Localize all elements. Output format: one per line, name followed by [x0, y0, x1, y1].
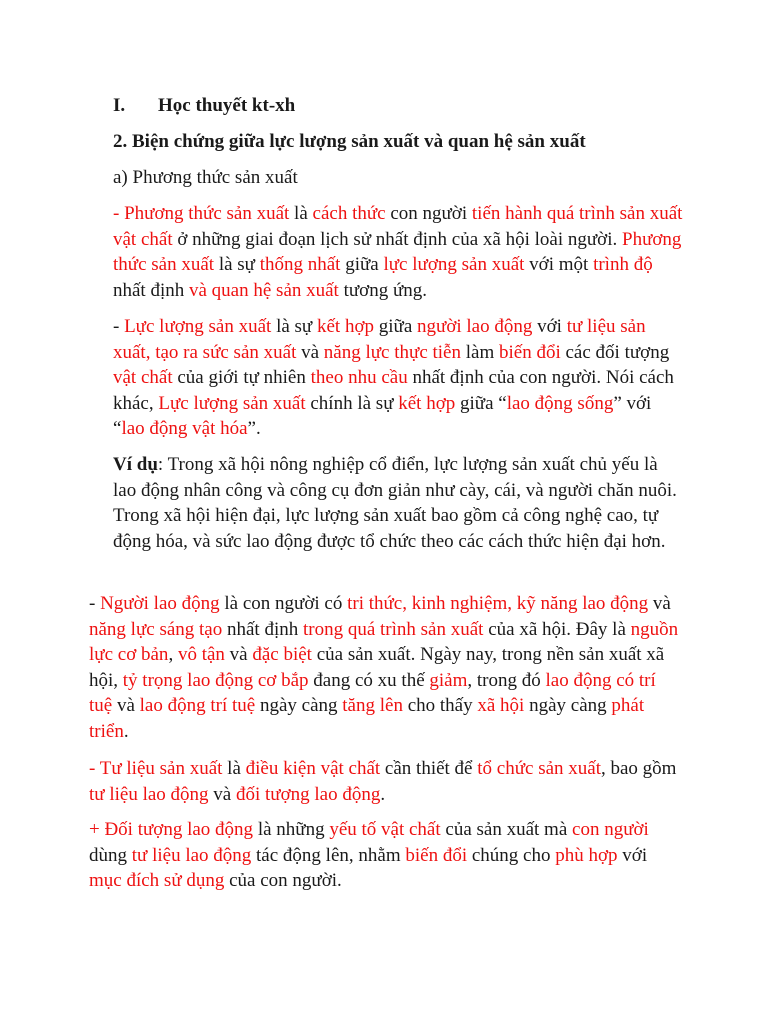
text-segment: cho thấy	[402, 695, 478, 716]
highlighted-term: phát triển	[89, 695, 645, 742]
highlighted-term: biến đổi	[499, 341, 561, 363]
text-segment: nhất định của con người. Nói cách khác,	[113, 367, 674, 414]
section-number: I.	[113, 95, 126, 116]
text-segment: là những	[253, 819, 330, 840]
text-segment: tương ứng.	[338, 279, 428, 301]
bold-label: Ví dụ	[113, 454, 158, 475]
paragraph-productive-forces	[113, 314, 683, 442]
highlighted-term: kết hợp	[398, 392, 456, 414]
text-segment: ngày càng	[524, 695, 612, 716]
highlighted-term: biến đổi	[405, 844, 468, 866]
text-segment: giữa “	[455, 392, 507, 414]
highlighted-term: tỷ trọng lao động cơ bắp	[122, 669, 309, 691]
highlighted-term: tiến hành quá trình sản xuất vật chất	[113, 203, 683, 250]
highlighted-term: vô tận	[177, 644, 225, 665]
paragraph-means-of-production	[89, 756, 683, 807]
highlighted-term: tổ chức sản xuất	[477, 758, 601, 779]
text-segment: của xã hội. Đây là	[483, 618, 631, 640]
highlighted-term: - Tư liệu sản xuất	[89, 758, 223, 779]
section-title: Học thuyết kt-xh	[158, 95, 296, 116]
text-segment: .	[123, 720, 129, 742]
highlighted-term: năng lực sáng tạo	[89, 618, 223, 640]
text-segment: giữa	[374, 316, 418, 337]
highlighted-term: Người lao động	[100, 593, 220, 614]
sub-subsection-heading: a) Phương thức sản xuất	[113, 167, 298, 188]
highlighted-term: lao động có trí tuệ	[89, 669, 656, 716]
paragraph-example	[113, 452, 683, 554]
text-segment: ” với “	[113, 392, 652, 439]
highlighted-term: trong quá trình sản xuất	[302, 618, 484, 640]
text-segment: -	[89, 593, 101, 614]
highlighted-term: tư liệu lao động	[89, 783, 209, 805]
highlighted-term: yếu tố vật chất	[329, 819, 441, 840]
text-segment: ,	[168, 644, 178, 665]
text-segment: ở những giai đoạn lịch sử nhất định của xã hội loài người.	[172, 228, 622, 250]
text-segment: của giới tự nhiên	[172, 367, 311, 388]
text-segment: chúng cho	[467, 844, 556, 866]
highlighted-term: phù hợp	[555, 844, 618, 866]
text-segment: tác động lên, nhằm	[251, 844, 406, 866]
text-segment: và	[296, 341, 324, 363]
text-segment: , trong đó	[467, 669, 546, 691]
paragraph-production-mode	[113, 201, 683, 303]
highlighted-term: tư liệu sản xuất, tạo ra sức sản xuất	[113, 316, 646, 363]
paragraph-object-of-labor	[89, 817, 683, 894]
highlighted-term: nguồn lực cơ bản	[89, 618, 679, 665]
highlighted-term: thống nhất	[259, 254, 341, 275]
highlighted-term: trình độ	[593, 254, 653, 275]
highlighted-term: con người	[572, 819, 649, 840]
text-segment: nhất định	[113, 279, 189, 301]
section-heading	[113, 93, 295, 119]
text-segment: là	[289, 203, 313, 224]
text-segment: dùng	[89, 844, 132, 866]
highlighted-term: kết hợp	[316, 316, 374, 337]
text-segment: của sản xuất. Ngày nay, trong nền sản xuất xã hội,	[89, 644, 665, 691]
highlighted-term: đặc biệt	[252, 644, 312, 665]
text-segment: và	[112, 695, 140, 716]
highlighted-term: lao động sống	[506, 392, 614, 414]
text-segment: làm	[461, 341, 499, 363]
highlighted-term: xã hội	[477, 695, 525, 716]
text-segment: đang có xu thế	[308, 669, 430, 691]
text-segment: , bao gồm	[600, 758, 677, 779]
highlighted-term: theo nhu cầu	[310, 367, 408, 388]
text-segment: ngày càng	[255, 695, 343, 716]
highlighted-term: tri thức, kinh nghiệm, kỹ năng lao động	[347, 593, 649, 614]
highlighted-term: Lực lượng sản xuất	[158, 392, 306, 414]
text-segment: nhất định	[222, 618, 303, 640]
text-segment: con người	[385, 203, 472, 224]
text-segment: là sự	[214, 254, 260, 275]
highlighted-term: người lao động	[417, 316, 533, 337]
text-segment: với	[617, 844, 648, 866]
highlighted-term: lao động vật hóa	[121, 418, 248, 439]
highlighted-term: và quan hệ sản xuất	[189, 279, 339, 301]
text-segment: với một	[524, 254, 594, 275]
highlighted-term: điều kiện vật chất	[245, 758, 381, 779]
highlighted-term: Lực lượng sản xuất	[124, 316, 272, 337]
highlighted-term: lao động trí tuệ	[139, 695, 256, 716]
text-segment: là con người có	[219, 593, 348, 614]
highlighted-term: tăng lên	[342, 695, 403, 716]
text-segment: ”.	[247, 418, 261, 439]
text-segment: là	[222, 758, 246, 779]
highlighted-term: tư liệu lao động	[131, 844, 252, 866]
highlighted-term: cách thức	[312, 203, 386, 224]
paragraph-laborer	[89, 591, 683, 744]
text-segment: .	[380, 783, 386, 805]
highlighted-term: vật chất	[113, 367, 173, 388]
text-segment: các đối tượng	[560, 341, 670, 363]
text-segment: chính là sự	[305, 392, 399, 414]
text-segment: giữa	[340, 254, 384, 275]
text-segment: -	[113, 316, 125, 337]
text-segment: với	[532, 316, 567, 337]
subsection-heading: 2. Biện chứng giữa lực lượng sản xuất và quan hệ sản xuất	[113, 131, 586, 152]
highlighted-term: đối tượng lao động	[235, 783, 381, 805]
text-segment: của con người.	[224, 870, 342, 891]
text-segment: và	[208, 783, 236, 805]
highlighted-term: Phương thức sản xuất	[113, 228, 682, 275]
text-segment: của sản xuất mà	[440, 819, 573, 840]
text-segment: : Trong xã hội nông nghiệp cổ điển, lực lượng sản xuất chủ yếu là lao động nhân công và công cụ đơn giản như cày, cái, và người chăn nuôi. Trong xã hội hiện đại, lực lượng sản xuất bao gồm cả công nghệ cao, tự động hóa, và sức lao động được tổ chức theo các cách thức hiện đại hơn.	[113, 454, 677, 552]
highlighted-term: mục đích sử dụng	[89, 870, 225, 891]
highlighted-term: giảm	[429, 669, 468, 691]
highlighted-term: lực lượng sản xuất	[383, 254, 525, 275]
text-segment: và	[224, 644, 253, 665]
text-segment: là sự	[271, 316, 317, 337]
highlighted-term: năng lực thực tiễn	[323, 341, 461, 363]
text-segment: và	[648, 593, 671, 614]
text-segment: cần thiết để	[380, 758, 478, 779]
highlighted-term: + Đối tượng lao động	[89, 819, 254, 840]
highlighted-term: - Phương thức sản xuất	[113, 203, 290, 224]
